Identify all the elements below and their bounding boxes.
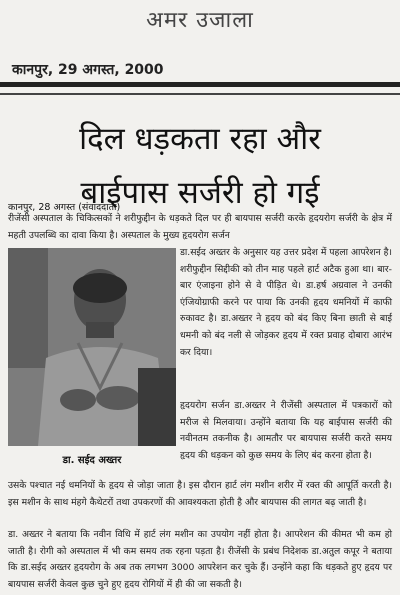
- headline-line-2: बाईपास सर्जरी हो गई: [80, 175, 320, 211]
- article-paragraph-4: उसके पश्चात नई धमनियों के हृदय से जोड़ा जाता है। इस दौरान हार्ट लंग मशीन शरीर में रक्त की आपूर्ति करती है। इस मशीन के साथ मंहगे कैथेटरों तथा उपकरणों की आवश्यकता होती है और बायपास की लागत बढ़ जाती है।: [8, 480, 392, 508]
- doctor-photo: [8, 248, 176, 446]
- header-rule-thick: [0, 82, 400, 87]
- photo-caption: डा. सईद अख्तर: [62, 455, 122, 466]
- header-rule-thin: [0, 93, 400, 95]
- article-byline: कानपुर, 28 अगस्त (संवाददाता): [8, 202, 121, 213]
- article-paragraph-5: डा. अख्तर ने बताया कि नवीन विधि में हार्ट लंग मशीन का उपयोग नहीं होता है। आपरेशन की कीमत भी कम हो जाती है। रोगी को अस्पताल में भी कम समय तक रहना पड़ता है। रीजेंसी के प्रबंध निदेशक डा.अतुल कपूर ने बताया कि डा.सईद अख्तर हृदयरोग के अब तक लगभग 3000 आपरेशन कर चुके हैं। उन्होंने कहा कि धड़कते हुए हृदय पर बायपास सर्जरी केवल कुछ चुने हुए हृदय रोगियों में ही की जा सकती है।: [8, 529, 392, 590]
- newspaper-masthead: अमर उजाला: [146, 8, 254, 33]
- article-paragraph-3: हृदयरोग सर्जन डा.अख्तर ने रीजेंसी अस्पताल में पत्रकारों को मरीज से मिलवाया। उन्होंने बताया कि यह बाईपास सर्जरी की नवीनतम तकनीक है। आमतौर पर बायपास सर्जरी करते समय हृदय की धड़कन को कुछ समय के लिए बंद करना होता है।: [180, 400, 392, 461]
- headline-line-1: दिल धड़कता रहा और: [79, 121, 321, 157]
- issue-dateline: कानपुर, 29 अगस्त, 2000: [12, 62, 164, 78]
- article-paragraph-1: रीजेंसी अस्पताल के चिकित्सकों ने शरीफुद्दीन के धड़कते दिल पर ही बायपास सर्जरी करके हृदयरोग सर्जरी के क्षेत्र में महती उपलब्धि का दावा किया है। अस्पताल के मुख्य हृदयरोग सर्जन: [8, 213, 392, 241]
- article-paragraph-2: डा.सईद अख्तर के अनुसार यह उत्तर प्रदेश में पहला आपरेशन है। शरीफुद्दीन सिद्दीकी को तीन माह पहले हार्ट अटैक हुआ था। बार-बार एंजाइना होने से वे पीड़ित थे। डा.हर्ष अग्रवाल ने उनकी एंजियोग्राफी करने पर पाया कि उनकी हृदय धमनियों में काफी रुकावट है। डा.अख्तर ने हृदय को बंद किए बिना छाती से बाई धमनी को बंद नली से जोड़कर हृदय में रक्त प्रवाह दोबारा आरंभ कर दिया।: [180, 247, 392, 358]
